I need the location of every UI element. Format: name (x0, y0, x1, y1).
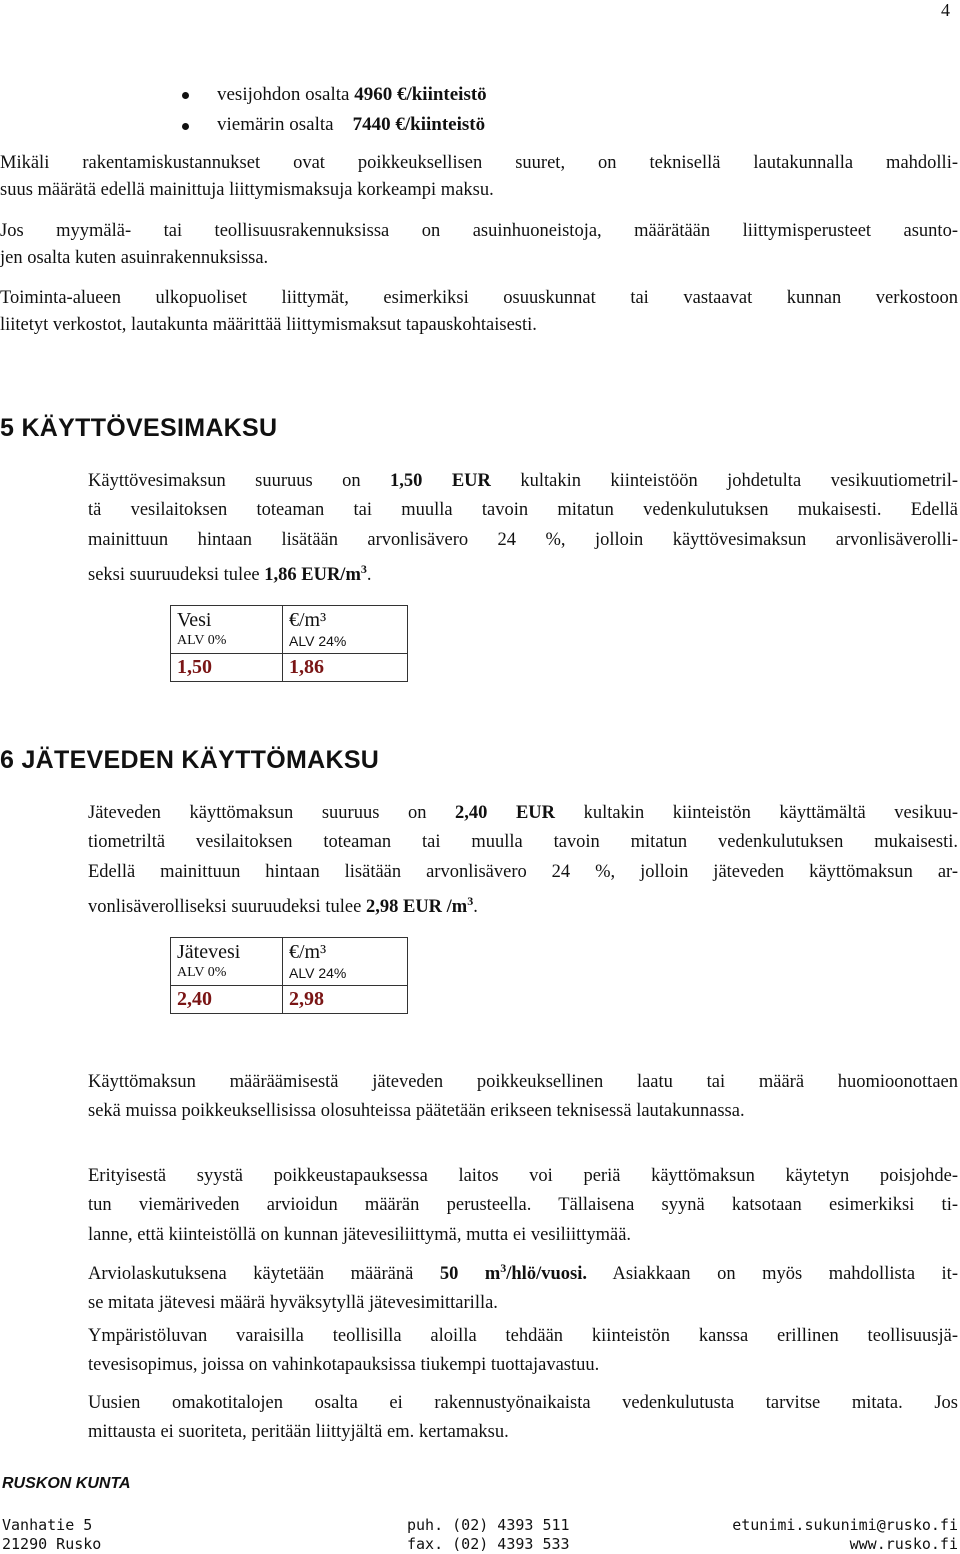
bullet-sewer-fee (217, 114, 485, 136)
price-value: 1,50 EUR (390, 471, 491, 491)
paragraph-water-fee (88, 467, 958, 590)
text-segment: Arviolaskutuksena käytetään määränä (88, 1264, 440, 1285)
text-line (88, 555, 958, 590)
superscript: 3 (500, 1261, 507, 1275)
paragraph-estimate-billing (88, 1254, 958, 1319)
price-value: 2,98 EUR /m (365, 897, 468, 918)
bullet-amount: 4960 (354, 84, 393, 105)
footer-address-line1: Vanhatie 5 (2, 1516, 93, 1534)
text-line (88, 1254, 958, 1289)
text-line: se mitata jätevesi määrä hyväksytyllä jätevesimittarilla. (88, 1293, 498, 1314)
text-line: Mikäli rakentamiskustannukset ovat poikkeuksellisen suuret, on teknisellä lautakunnalla mahdolli- (0, 153, 958, 173)
footer-address-line2: 21290 Rusko (2, 1535, 102, 1553)
text-segment: kultakin kiinteistön käyttämältä vesikuu- (555, 803, 958, 823)
bullet-label: viemärin osalta (217, 114, 353, 135)
text-line: lanne, että kiinteistöllä on kunnan jätevesiliittymä, mutta ei vesiliittymää. (88, 1224, 632, 1245)
text-line: Jos myymälä- tai teollisuusrakennuksissa on asuinhuoneistoja, määrätään liittymisperusteet asunto- (0, 221, 958, 241)
text-line (88, 799, 958, 828)
text-line: tiometriltä vesilaitoksen toteaman tai muulla tavoin mitatun vedenkulutuksen mukaisesti. (88, 832, 958, 853)
text-segment: kultakin kiinteistöön johdetulta vesikuutiometril- (490, 471, 958, 491)
table-header: Vesi (177, 609, 212, 631)
table-header: Jätevesi (177, 941, 241, 963)
text-line: tevesisopimus, joissa on vahinkotapauksissa tiukempi tuottajavastuu. (88, 1355, 600, 1376)
page-number: 4 (941, 0, 950, 20)
text-segment: vonlisäverolliseksi suuruudeksi tulee (88, 897, 366, 918)
footer-fax: fax. (02) 4393 533 (407, 1535, 570, 1553)
text-line: Toiminta-alueen ulkopuoliset liittymät, esimerkiksi osuuskunnat tai vastaavat kunnan verkostoon (0, 288, 958, 308)
text-segment: . (366, 565, 372, 586)
footer-website[interactable]: www.rusko.fi (849, 1535, 958, 1553)
table-subheader: ALV 24% (289, 633, 347, 649)
table-header: €/m³ (289, 609, 327, 631)
table-subheader: ALV 24% (289, 965, 347, 981)
table-subheader: ALV 0% (177, 965, 227, 980)
text-segment: seksi suuruudeksi tulee (88, 565, 265, 586)
table-header-cell (171, 606, 283, 654)
price-value: 1,86 EUR/m (264, 565, 361, 586)
water-price-table (170, 605, 408, 682)
estimate-unit: /hlö/vuosi. (506, 1264, 587, 1285)
text-line: liitetyt verkostot, lautakunta määrittää liittymismaksut tapauskohtaisesti. (0, 314, 537, 335)
text-line (88, 467, 958, 496)
section-heading-6: 6 JÄTEVEDEN KÄYTTÖMAKSU (0, 746, 380, 774)
bullet-icon (182, 119, 192, 129)
bullet-amount: 7440 (352, 114, 391, 135)
text-line: mittausta ei suoriteta, peritään liittyjältä em. kertamaksu. (88, 1422, 509, 1443)
paragraph-exceptional-quality (88, 1068, 958, 1127)
price-value: 2,40 EUR (455, 803, 556, 823)
text-line: Ympäristöluvan varaisilla teollisilla aloilla tehdään kiinteistön kanssa erillinen teollisuusjä- (88, 1326, 958, 1346)
text-line: Erityisestä syystä poikkeustapauksessa laitos voi periä käyttömaksun käytetyn poisjohde- (88, 1166, 958, 1186)
bullet-water-fee (217, 84, 487, 106)
paragraph-outside-area (0, 285, 958, 338)
footer-organization: RUSKON KUNTA (2, 1475, 131, 1492)
text-segment: Jäteveden käyttömaksun suuruus on (88, 803, 456, 823)
text-line: jen osalta kuten asuinrakennuksissa. (0, 247, 269, 268)
table-header-cell (283, 938, 408, 986)
text-line: Käyttömaksun määräämisestä jäteveden poikkeuksellinen laatu tai määrä huomioonottaen (88, 1072, 958, 1092)
superscript: 3 (360, 561, 367, 576)
text-line: tun viemäriveden arvioidun määrän perusteella. Tällaisena syynä katsotaan esimerkiksi ti- (88, 1195, 958, 1216)
table-header: €/m³ (289, 941, 327, 963)
superscript: 3 (467, 893, 474, 908)
text-segment: Käyttövesimaksun suuruus on (88, 471, 391, 491)
table-header-cell (171, 938, 283, 986)
text-line: Edellä mainittuun hintaan lisätään arvonlisävero 24 %, jolloin jäteveden käyttömaksun ar- (88, 861, 958, 882)
table-cell-value: 1,50 (171, 654, 283, 682)
bullet-unit: €/kiinteistö (390, 114, 486, 135)
estimate-value: 50 m (439, 1264, 501, 1285)
text-line: sekä muissa poikkeuksellisissa olosuhteissa päätetään erikseen teknisessä lautakunnassa. (88, 1101, 745, 1122)
text-segment: . (473, 897, 478, 918)
table-cell-value: 2,98 (283, 986, 408, 1014)
paragraph-estimated-amount (88, 1162, 958, 1250)
text-line: suus määrätä edellä mainittuja liittymismaksuja korkeampi maksu. (0, 179, 494, 200)
paragraph-wastewater-fee (88, 799, 958, 922)
text-line: mainittuun hintaan lisätään arvonlisävero 24 %, jolloin käyttövesimaksun arvonlisäverolli- (88, 529, 958, 550)
footer-phone: puh. (02) 4393 511 (407, 1516, 570, 1534)
text-line: tä vesilaitoksen toteaman tai muulla tavoin mitatun vedenkulutuksen mukaisesti. Edellä (88, 500, 958, 521)
table-cell-value: 1,86 (283, 654, 408, 682)
paragraph-mixed-buildings (0, 218, 958, 271)
bullet-label: vesijohdon osalta (217, 84, 355, 105)
text-line (88, 887, 958, 922)
text-line: Uusien omakotitalojen osalta ei rakennustyönaikaista vedenkulutusta tarvitse mitata. Jos (88, 1393, 958, 1413)
text-segment: Asiakkaan on myös mahdollista it- (586, 1264, 958, 1285)
footer-email[interactable]: etunimi.sukunimi@rusko.fi (732, 1516, 958, 1534)
table-subheader: ALV 0% (177, 633, 227, 648)
table-cell-value: 2,40 (171, 986, 283, 1014)
table-header-cell (283, 606, 408, 654)
paragraph-industrial-agreement (88, 1322, 958, 1381)
bullet-unit: €/kiintеistö (392, 84, 487, 105)
wastewater-price-table (170, 937, 408, 1014)
paragraph-new-houses (88, 1389, 958, 1448)
section-heading-5: 5 KÄYTTÖVESIMAKSU (0, 414, 278, 442)
paragraph-exceptional-costs (0, 150, 958, 203)
bullet-icon (182, 88, 192, 98)
